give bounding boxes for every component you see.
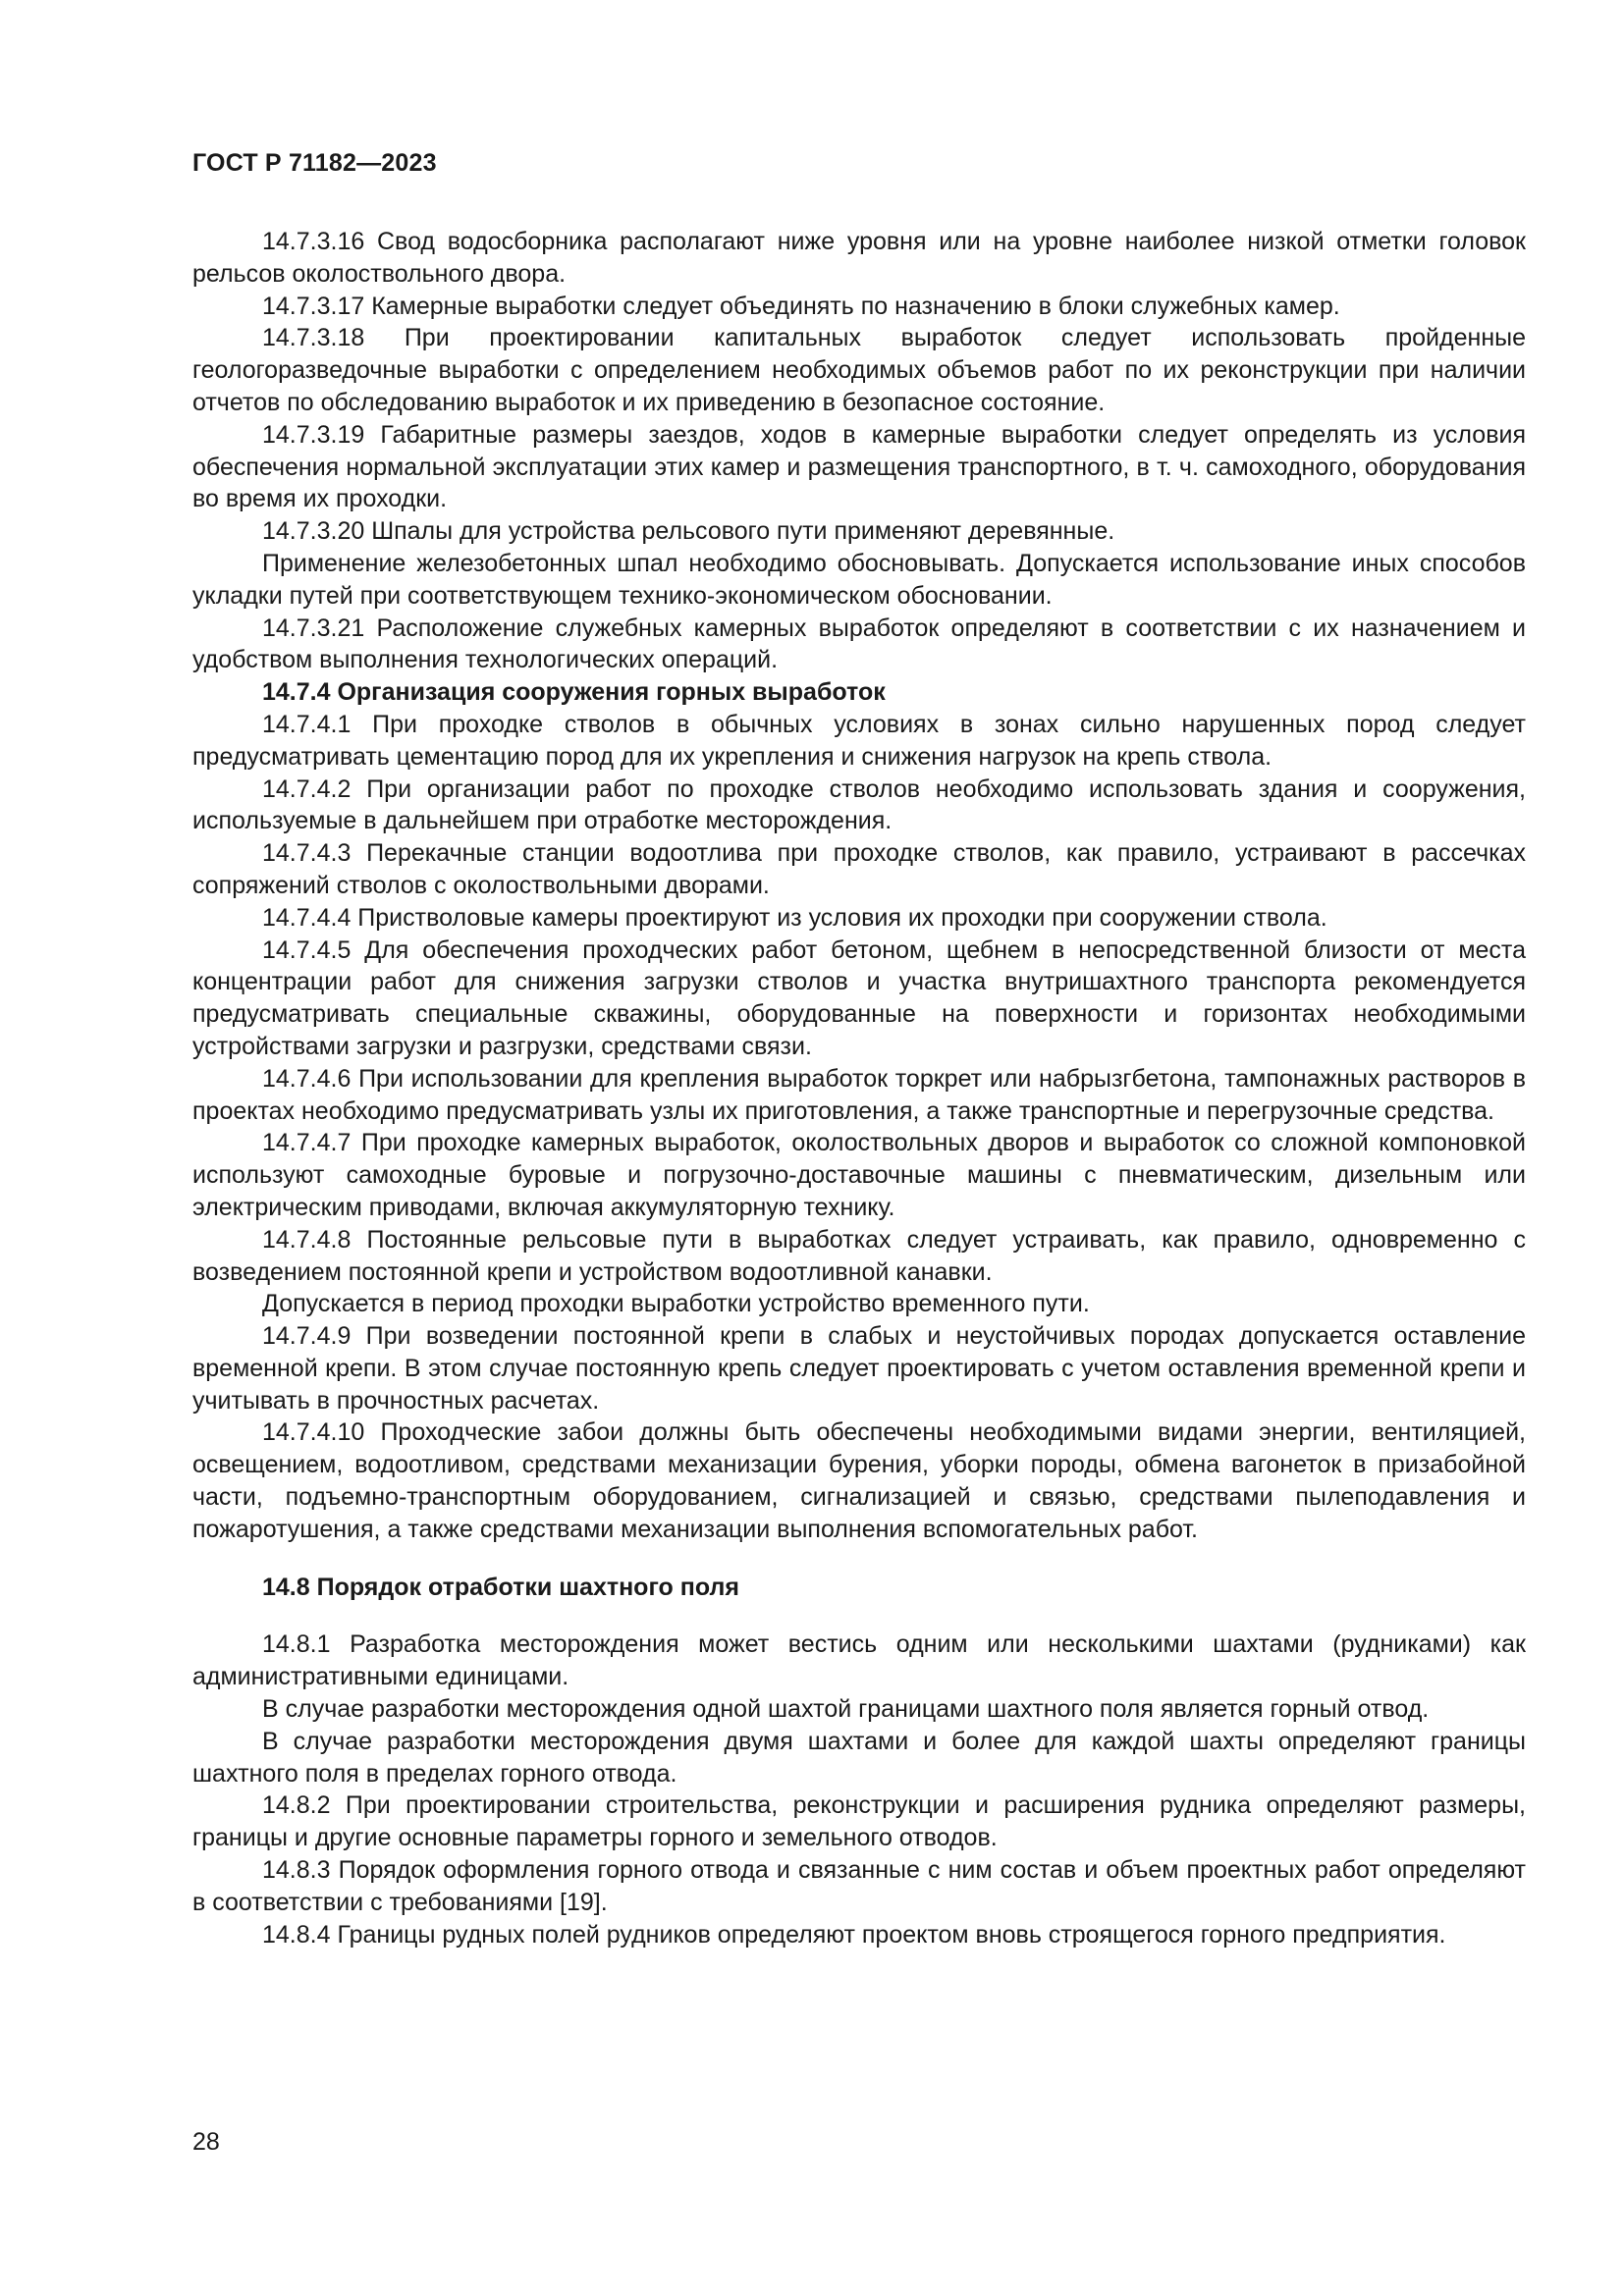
paragraph-14-7-4-9: 14.7.4.9 При возведении постоянной крепи в слабых и неустойчивых породах допускается оставление временной крепи. В этом случае постоянную крепь следует проектировать с учетом оставления временной крепи и учитывать в прочностных расчетах. (192, 1322, 1526, 1415)
paragraph-14-7-4-6: 14.7.4.6 При использовании для крепления выработок торкрет или набрызгбетона, тампонажных растворов в проектах необходимо предусматривать узлы их приготовления, а также транспортные и перегрузочные средства. (192, 1064, 1526, 1125)
section-heading-14-8: 14.8 Порядок отработки шахтного поля (262, 1573, 739, 1601)
page-number: 28 (192, 2128, 220, 2156)
paragraph-14-7-4-8: 14.7.4.8 Постоянные рельсовые пути в выработках следует устраивать, как правило, одновременно с возведением постоянной крепи и устройством водоотливной канавки. (192, 1225, 1526, 1286)
paragraph-14-7-3-18: 14.7.3.18 При проектировании капитальных выработок следует использовать пройденные геологоразведочные выработки с определением необходимых объемов работ по их реконструкции при наличии отчетов по обследованию выработок и их приведению в безопасное состояние. (192, 324, 1526, 416)
paragraph-14-8-3: 14.8.3 Порядок оформления горного отвода и связанные с ним состав и объем проектных работ определяют в соответствии с требованиями [19]. (192, 1856, 1526, 1916)
document-header-code: ГОСТ Р 71182—2023 (192, 149, 437, 177)
document-body (192, 226, 1526, 1950)
paragraph-14-7-3-16: 14.7.3.16 Свод водосборника располагают ниже уровня или на уровне наиболее низкой отметки головок рельсов околоствольного двора. (192, 228, 1526, 288)
paragraph-14-8-1-cont-b: В случае разработки месторождения двумя шахтами и более для каждой шахты определяют границы шахтного поля в пределах горного отвода. (192, 1727, 1526, 1788)
paragraph-14-7-4-3: 14.7.4.3 Перекачные станции водоотлива при проходке стволов, как правило, устраивают в рассечках сопряжений стволов с околоствольными дворами. (192, 839, 1526, 899)
paragraph-14-7-3-19: 14.7.3.19 Габаритные размеры заездов, ходов в камерные выработки следует определять из условия обеспечения нормальной эксплуатации этих камер и размещения транспортного, в т. ч. самоходного, оборудования во время их проходки. (192, 420, 1526, 513)
paragraph-14-7-3-20: 14.7.3.20 Шпалы для устройства рельсового пути применяют деревянные. (262, 517, 1115, 546)
paragraph-14-7-3-17: 14.7.3.17 Камерные выработки следует объединять по назначению в блоки служебных камер. (262, 292, 1340, 320)
paragraph-14-7-4-10: 14.7.4.10 Проходческие забои должны быть обеспечены необходимыми видами энергии, вентиляцией, освещением, водоотливом, средствами механизации бурения, уборки породы, обмена вагонеток в призабойной части, подъемно-транспортным оборудованием, сигнализацией и связью, средствами пылеподавления и пожаротушения, а также средствами механизации выполнения вспомогательных работ. (192, 1418, 1526, 1543)
paragraph-14-7-3-21: 14.7.3.21 Расположение служебных камерных выработок определяют в соответствии с их назначением и удобством выполнения технологических операций. (192, 614, 1526, 674)
paragraph-14-8-2: 14.8.2 При проектировании строительства, реконструкции и расширения рудника определяют размеры, границы и другие основные параметры горного и земельного отводов. (192, 1791, 1526, 1852)
paragraph-14-7-4-2: 14.7.4.2 При организации работ по проходке стволов необходимо использовать здания и сооружения, используемые в дальнейшем при отработке месторождения. (192, 774, 1526, 835)
subsection-heading-14-7-4: 14.7.4 Организация сооружения горных выработок (262, 678, 886, 707)
paragraph-14-7-4-4: 14.7.4.4 Пристволовые камеры проектируют из условия их проходки при сооружении ствола. (262, 903, 1327, 932)
paragraph-14-7-4-7: 14.7.4.7 При проходке камерных выработок, околоствольных дворов и выработок со сложной компоновкой используют самоходные буровые и погрузочно-доставочные машины с пневматическим, дизельным или электрическим приводами, включая аккумуляторную технику. (192, 1129, 1526, 1221)
paragraph-14-8-4: 14.8.4 Границы рудных полей рудников определяют проектом вновь строящегося горного предприятия. (262, 1920, 1446, 1949)
paragraph-14-7-4-5: 14.7.4.5 Для обеспечения проходческих работ бетоном, щебнем в непосредственной близости от места концентрации работ для снижения загрузки стволов и участка внутришахтного транспорта рекомендуется предусматривать специальные скважины, оборудованные на поверхности и горизонтах необходимыми устройствами загрузки и разгрузки, средствами связи. (192, 935, 1526, 1060)
paragraph-14-8-1: 14.8.1 Разработка месторождения может вестись одним или несколькими шахтами (рудниками) как административными единицами. (192, 1630, 1526, 1691)
paragraph-14-8-1-cont-a: В случае разработки месторождения одной шахтой границами шахтного поля является горный отвод. (262, 1695, 1430, 1724)
paragraph-14-7-4-8-cont: Допускается в период проходки выработки устройство временного пути. (262, 1290, 1090, 1318)
paragraph-14-7-4-1: 14.7.4.1 При проходке стволов в обычных условиях в зонах сильно нарушенных пород следует предусматривать цементацию пород для их укрепления и снижения нагрузок на крепь ствола. (192, 710, 1526, 771)
paragraph-14-7-3-20-cont: Применение железобетонных шпал необходимо обосновывать. Допускается использование иных способов укладки путей при соответствующем технико-экономическом обосновании. (192, 549, 1526, 610)
